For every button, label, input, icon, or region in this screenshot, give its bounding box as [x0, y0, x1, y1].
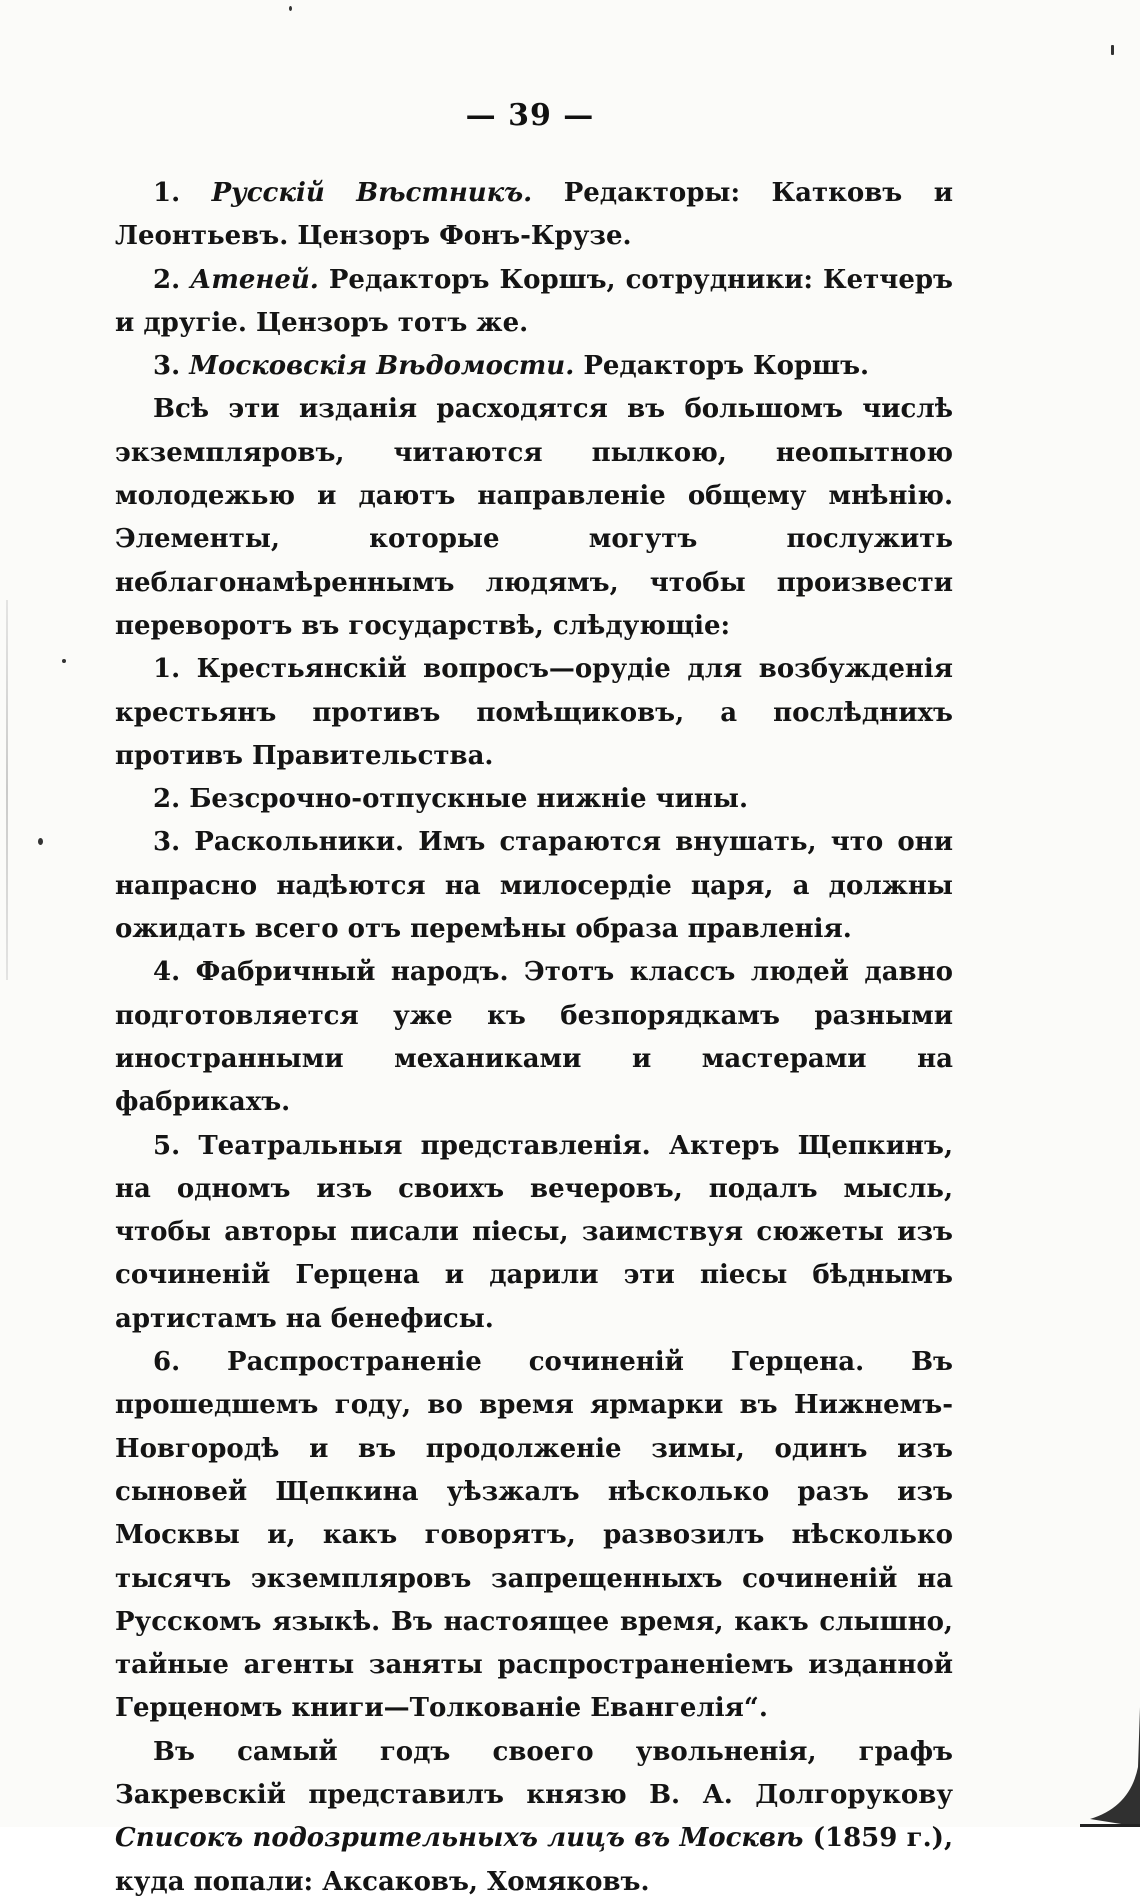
page-number: — 39 — — [465, 98, 595, 133]
item-text: Редакторъ Коршъ. — [574, 351, 870, 382]
paragraph-zakrevsky — [115, 1731, 953, 1904]
element-theatre: 5. Театральныя представленія. Актеръ Щепкинъ, на одномъ изъ своихъ вечеровъ, подалъ мысль, чтобы авторы писали піесы, заимствуя сюжеты изъ сочиненій Герцена и дарили эти піесы бѣднымъ артистамъ на бенефисы. — [115, 1130, 953, 1334]
item-text: Редакторы: Катковъ и Леонтьевъ. Цензоръ Фонъ-Крузе. — [115, 178, 954, 252]
scan-speck — [289, 6, 292, 11]
item-text: Редакторъ Коршъ, сотрудники: Кетчеръ и другіе. Цензоръ тотъ же. — [115, 264, 953, 338]
paragraph-text: Въ самый годъ своего увольненія, графъ Закревскій представилъ князю В. А. Долгорукову — [115, 1736, 953, 1810]
item-number: 2. — [153, 264, 191, 295]
scan-speck — [1111, 45, 1114, 55]
paragraph-text: (1859 г.), куда попали: Аксаковъ, Хомяковъ. — [115, 1823, 953, 1897]
item-number: 3. — [153, 351, 190, 382]
paragraph-editions: Всѣ эти изданія расходятся въ большомъ числѣ экземпляровъ, читаются пылкою, неопытною молодежью и даютъ направленіе общему мнѣнію. Элементы, которые могутъ послужить неблагонамѣреннымъ людямъ, чтобы произвести переворотъ въ государствѣ, слѣдующіе: — [115, 394, 953, 641]
element-herzen-works: 6. Распространеніе сочиненій Герцена. Въ прошедшемъ году, во время ярмарки въ Нижнемъ-Новгородѣ и въ продолженіе зимы, одинъ изъ сыновей Щепкина уѣзжалъ нѣсколько разъ изъ Москвы и, какъ говорятъ, развозилъ нѣсколько тысячъ экземпляровъ запрещенныхъ сочиненій на Русскомъ языкѣ. Въ настоящее время, какъ слышно, тайные агенты заняты распространеніемъ изданной Герценомъ книги—Толкованіе Евангелія“. — [115, 1347, 953, 1724]
element-factory-people: 4. Фабричный народъ. Этотъ классъ людей давно подготовляется уже къ безпорядкамъ разными иностранными механиками и мастерами на фабрикахъ. — [115, 957, 953, 1118]
scan-edge-shadow — [6, 600, 8, 980]
page-corner-shadow — [1080, 1707, 1140, 1827]
element-raskolniki: 3. Раскольники. Имъ стараются внушать, что они напрасно надѣются на милосердіе царя, а должны ожидать всего отъ перемѣны образа правленія. — [115, 827, 953, 945]
list-item-moskovskiya-vedomosti — [115, 345, 953, 388]
page-body — [115, 172, 953, 1904]
scan-speck — [38, 838, 43, 845]
element-peasant-question: 1. Крестьянскій вопросъ—орудіе для возбужденія крестьянъ противъ помѣщиковъ, а послѣднихъ противъ Правительства. — [115, 654, 953, 771]
journal-title: Русскій Вѣстникъ. — [211, 178, 533, 208]
list-item-russkiy-vestnik — [115, 172, 953, 259]
element-soldiers: 2. Безсрочно-отпускные нижніе чины. — [153, 784, 749, 815]
list-item-atenei — [115, 259, 953, 346]
journal-title: Атеней. — [190, 264, 319, 295]
scan-speck — [62, 659, 66, 663]
journal-title: Московскія Вѣдомости. — [189, 351, 575, 382]
list-title: Списокъ подозрительныхъ лицъ въ Москвѣ — [115, 1823, 804, 1854]
item-number: 1. — [153, 178, 212, 208]
